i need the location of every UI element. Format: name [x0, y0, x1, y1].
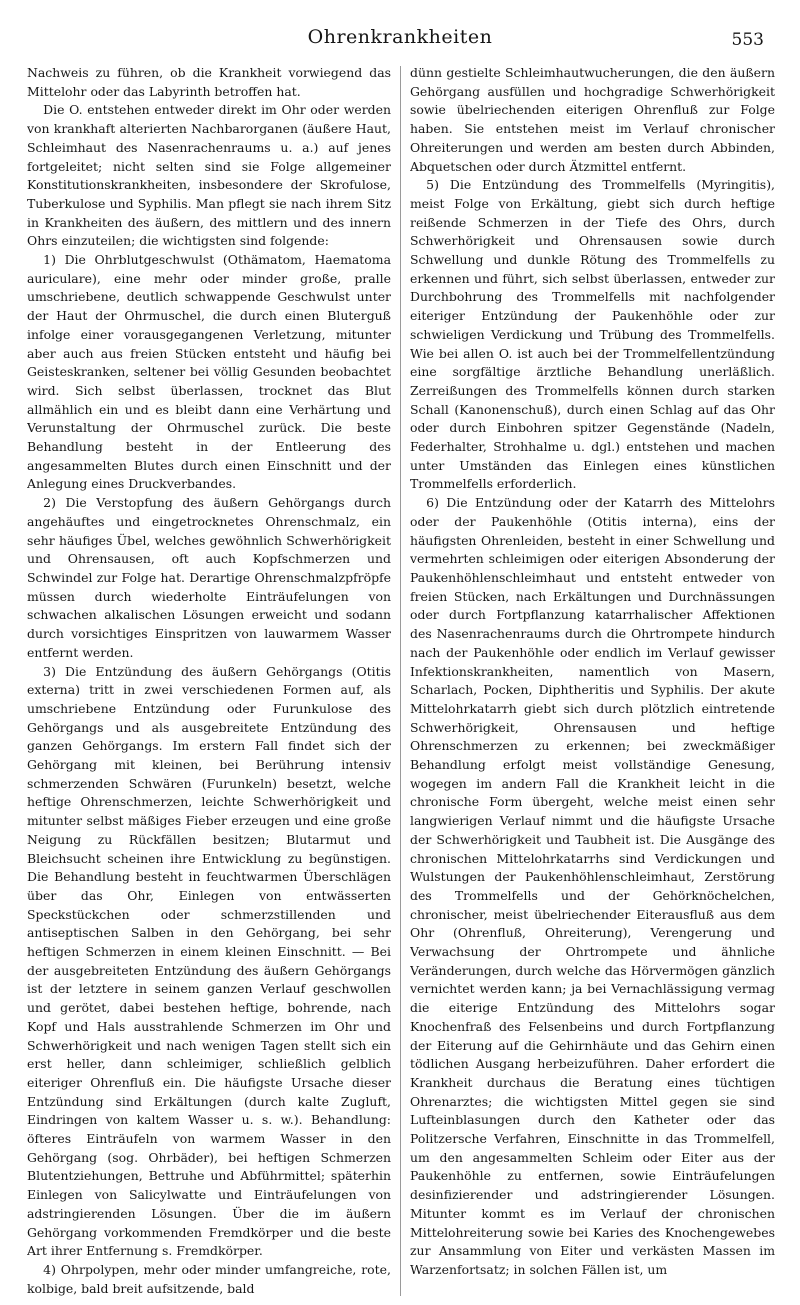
- column-divider: [400, 66, 401, 1296]
- left-column: [27, 64, 391, 1299]
- paragraph: 2) Die Verstopfung des äußern Gehörgangs durch angehäuftes und eingetrocknetes Ohrenschmalz, ein sehr häufiges Übel, welches gewöhnlich Schwerhörigkeit und Ohrensausen, oft auch Kopfschmerzen und Schwindel zur Folge hat. Derartige Ohrenschmalzpfröpfe müssen durch wiederholte Einträufelungen von schwachen alkalischen Lösungen erweicht und sodann durch vorsichtiges Einspritzen von lauwarmem Wasser entfernt werden.: [27, 495, 391, 660]
- paragraph: 3) Die Entzündung des äußern Gehörgangs (Otitis externa) tritt in zwei verschiedenen Formen auf, als umschriebene Entzündung oder Furunkulose des Gehörgangs und als ausgebreitete Entzündung des ganzen Gehörgangs. Im erstern Fall findet sich der Gehörgang mit kleinen, bei Berührung intensiv schmerzenden Schwären (Furunkeln) besetzt, welche heftige Ohrenschmerzen, leichte Schwerhörigkeit und mitunter selbst mäßiges Fieber erzeugen und eine große Neigung zu Rückfällen besitzen; Blutarmut und Bleichsucht scheinen ihre Entwicklung zu begünstigen. Die Behandlung besteht in feuchtwarmen Überschlägen über das Ohr, Einlegen von entwässerten Speckstückchen oder schmerzstillenden und antiseptischen Salben in den Gehörgang, bei sehr heftigen Schmerzen in einem kleinen Einschnitt. — Bei der ausgebreiteten Entzündung des äußern Gehörgangs ist der letztere in seinem ganzen Verlauf geschwollen und gerötet, dabei bestehen heftige, bohrende, nach Kopf und Hals ausstrahlende Schmerzen im Ohr und Schwerhörigkeit und nach wenigen Tagen stellt sich ein erst heller, dann schleimiger, schließlich gelblich eiteriger Ohrenfluß ein. Die häufigste Ursache dieser Entzündung sind Erkältungen (durch kalte Zugluft, Eindringen von kaltem Wasser u. s. w.). Behandlung: öfteres Einträufeln von warmem Wasser in den Gehörgang (sog. Ohrbäder), bei heftigen Schmerzen Blutentziehungen, Bettruhe und Abführmittel; späterhin Einlegen von Salicylwatte und Einträufelungen von adstringierenden Lösungen. Über die im äußern Gehörgang vorkommenden Fremdkörper und die beste Art ihrer Entfernung s. Fremdkörper.: [27, 663, 391, 1259]
- paragraph: 4) Ohrpolypen, mehr oder minder umfangreiche, rote, kolbige, bald breit aufsitzende, bald: [27, 1262, 391, 1296]
- paragraph: Nachweis zu führen, ob die Krankheit vorwiegend das Mittelohr oder das Labyrinth betroffen hat.: [27, 65, 391, 99]
- paragraph: dünn gestielte Schleimhautwucherungen, die den äußern Gehörgang ausfüllen und hochgradige Schwerhörigkeit sowie übelriechenden eiterigen Ohrenfluß zur Folge haben. Sie entstehen meist im Verlauf chronischer Ohreiterungen und werden am besten durch Abbinden, Abquetschen oder durch Ätzmittel entfernt.: [410, 65, 775, 174]
- right-column: [410, 64, 775, 1299]
- paragraph: 6) Die Entzündung oder der Katarrh des Mittelohrs oder der Paukenhöhle (Otitis interna), eins der häufigsten Ohrenleiden, besteht in einer Schwellung und vermehrten schleimigen oder eiterigen Absonderung der Paukenhöhlenschleimhaut und entsteht entweder von freien Stücken, nach Erkältungen und Durchnässungen oder durch Fortpflanzung katarrhalischer Affektionen des Nasenrachenraums durch die Ohrtrompete hindurch nach der Paukenhöhle oder endlich im Verlauf gewisser Infektionskrankheiten, namentlich von Masern, Scharlach, Pocken, Diphtheritis und Syphilis. Der akute Mittelohrkatarrh giebt sich durch plötzlich eintretende Schwerhörigkeit, Ohrensausen und heftige Ohrenschmerzen zu erkennen; bei zweckmäßiger Behandlung erfolgt meist vollständige Genesung, wogegen im andern Fall die Krankheit leicht in die chronische Form übergeht, welche meist einen sehr langwierigen Verlauf nimmt und die häufigste Ursache der Schwerhörigkeit und Taubheit ist. Die Ausgänge des chronischen Mittelohrkatarrhs sind Verdickungen und Wulstungen der Paukenhöhlenschleimhaut, Zerstörung des Trommelfells und der Gehörknöchelchen, chronischer, meist übelriechender Eiterausfluß aus dem Ohr (Ohrenfluß, Ohreiterung), Verengerung und Verwachsung der Ohrtrompete und ähnliche Veränderungen, durch welche das Hörvermögen gänzlich vernichtet werden kann; ja bei Vernachlässigung vermag die eiterige Entzündung des Mittelohrs sogar Knochenfraß des Felsenbeins und durch Fortpflanzung der Eiterung auf die Gehirnhäute und das Gehirn einen tödlichen Ausgang herbeizuführen. Daher erfordert die Krankheit durchaus die Beratung eines tüchtigen Ohrenarztes; die wichtigsten Mittel gegen sie sind Lufteinblasungen durch den Katheter oder das Politzersche Verfahren, Einschnitte in das Trommelfell, um den angesammelten Schleim oder Eiter aus der Paukenhöhle zu entfernen, sowie Einträufelungen desinfizierender und adstringierender Lösungen. Mitunter kommt es im Verlauf der chronischen Mittelohreiterung sowie bei Karies des Knochengewebes zur Ansammlung von Eiter und verkästen Massen im Warzenfortsatz; in solchen Fällen ist, um: [410, 495, 775, 1277]
- running-title: Ohrenkrankheiten: [307, 26, 493, 48]
- page-number: 553: [731, 30, 764, 50]
- paragraph: Die O. entstehen entweder direkt im Ohr oder werden von krankhaft alterierten Nachbarorganen (äußere Haut, Schleimhaut des Nasenrachenraums u. a.) auf jenes fortgeleitet; nicht selten sind sie Folge allgemeiner Konstitutionskrankheiten, insbesondere der Skrofulose, Tuberkulose und Syphilis. Man pflegt sie nach ihrem Sitz in Krankheiten des äußern, des mittlern und des innern Ohrs einzuteilen; die wichtigsten sind folgende:: [27, 102, 391, 249]
- paragraph: 1) Die Ohrblutgeschwulst (Othämatom, Haematoma auriculare), eine mehr oder minder große, pralle umschriebene, deutlich schwappende Geschwulst unter der Haut der Ohrmuschel, die durch einen Bluterguß infolge einer vorausgegangenen Verletzung, mitunter aber auch aus freien Stücken entsteht und häufig bei Geisteskranken, seltener bei völlig Gesunden beobachtet wird. Sich selbst überlassen, trocknet das Blut allmählich ein und es bleibt dann eine Verhärtung und Verunstaltung der Ohrmuschel zurück. Die beste Behandlung besteht in der Entleerung des angesammelten Blutes durch einen Einschnitt und der Anlegung eines Druckverbandes.: [27, 252, 391, 492]
- page-header: [0, 0, 800, 60]
- paragraph: 5) Die Entzündung des Trommelfells (Myringitis), meist Folge von Erkältung, giebt sich durch heftige reißende Schmerzen in der Tiefe des Ohrs, durch Schwerhörigkeit und Ohrensausen sowie durch Schwellung und dunkle Rötung des Trommelfells zu erkennen und führt, sich selbst überlassen, entweder zur Durchbohrung des Trommelfells mit nachfolgender eiteriger Entzündung der Paukenhöhle oder zur schwieligen Verdickung und Trübung des Trommelfells. Wie bei allen O. ist auch bei der Trommelfellentzündung eine sorgfältige ärztliche Behandlung unerläßlich. Zerreißungen des Trommelfells können durch starken Schall (Kanonenschuß), durch einen Schlag auf das Ohr oder durch Einbohren spitzer Gegenstände (Nadeln, Federhalter, Strohhalme u. dgl.) entstehen und machen unter Umständen das Einlegen eines künstlichen Trommelfells erforderlich.: [410, 177, 775, 492]
